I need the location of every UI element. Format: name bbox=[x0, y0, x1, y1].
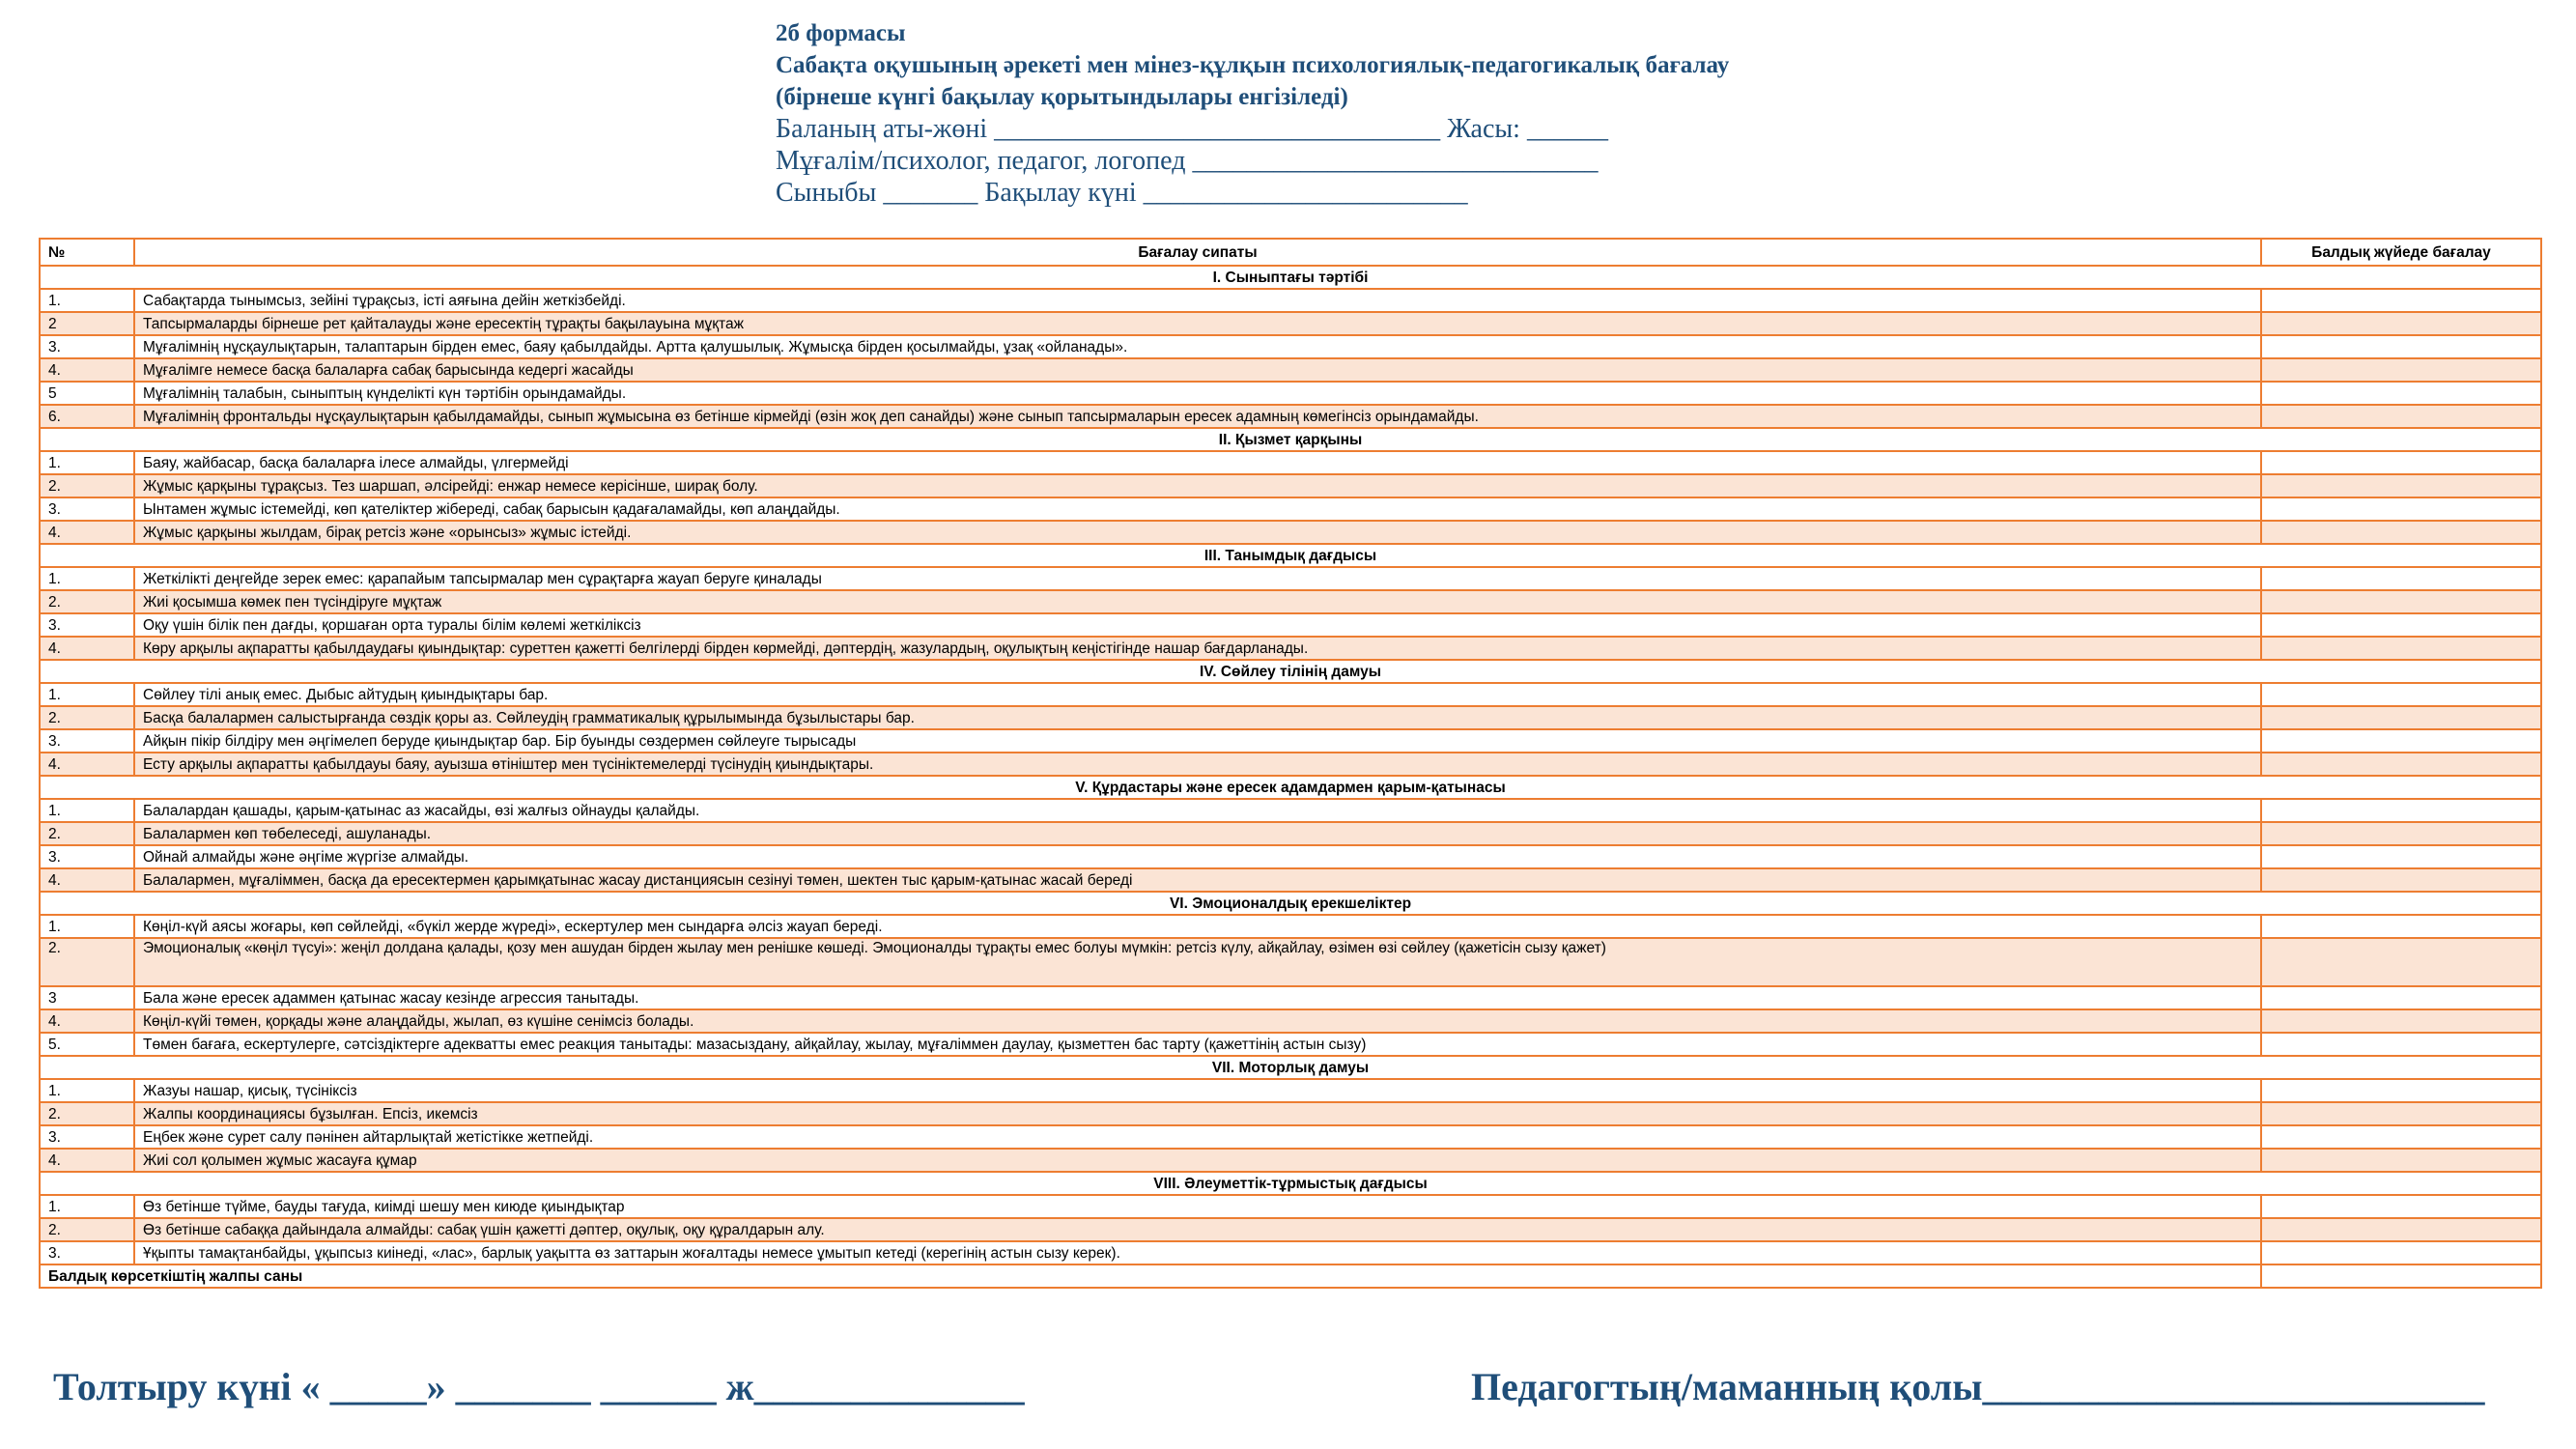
score-cell[interactable] bbox=[2261, 915, 2541, 938]
row-number: 4. bbox=[40, 1009, 134, 1033]
row-number: 2 bbox=[40, 312, 134, 335]
score-cell[interactable] bbox=[2261, 868, 2541, 892]
row-number: 5. bbox=[40, 1033, 134, 1056]
table-row bbox=[40, 915, 2541, 938]
row-criterion: Ойнай алмайды және әңгіме жүргізе алмайды. bbox=[134, 845, 2261, 868]
score-cell[interactable] bbox=[2261, 497, 2541, 521]
form-header bbox=[776, 17, 1935, 209]
section-header-row bbox=[40, 660, 2541, 683]
row-criterion: Баяу, жайбасар, басқа балаларға ілесе алмайды, үлгермейді bbox=[134, 451, 2261, 474]
total-score-cell[interactable] bbox=[2261, 1264, 2541, 1288]
teacher-line[interactable]: Мұғалім/психолог, педагог, логопед ______________________________ bbox=[776, 146, 1599, 176]
row-criterion: Мұғалімнің талабын, сыныптың күнделікті күн тәртібін орындамайды. bbox=[134, 382, 2261, 405]
row-criterion: Жұмыс қарқыны тұрақсыз. Тез шаршап, әлсірейді: енжар немесе керісінше, ширақ болу. bbox=[134, 474, 2261, 497]
row-criterion: Жазуы нашар, қисық, түсініксіз bbox=[134, 1079, 2261, 1102]
table-row bbox=[40, 729, 2541, 753]
table-row bbox=[40, 312, 2541, 335]
row-number: 1. bbox=[40, 683, 134, 706]
row-number: 1. bbox=[40, 1079, 134, 1102]
score-cell[interactable] bbox=[2261, 753, 2541, 776]
score-cell[interactable] bbox=[2261, 335, 2541, 358]
total-label: Балдық көрсеткіштің жалпы саны bbox=[40, 1264, 2261, 1288]
row-criterion: Еңбек және сурет салу пәнінен айтарлықтай жетістікке жетпейді. bbox=[134, 1125, 2261, 1149]
table-row bbox=[40, 1218, 2541, 1241]
score-cell[interactable] bbox=[2261, 1102, 2541, 1125]
assessment-table bbox=[39, 238, 2542, 1289]
section-title: III. Танымдық дағдысы bbox=[40, 544, 2541, 567]
score-cell[interactable] bbox=[2261, 289, 2541, 312]
score-cell[interactable] bbox=[2261, 845, 2541, 868]
row-criterion: Көңіл-күй аясы жоғары, көп сөйлейді, «бүкіл жерде жүреді», ескертулер мен сындарға әлсіз жауап береді. bbox=[134, 915, 2261, 938]
score-cell[interactable] bbox=[2261, 1149, 2541, 1172]
table-row bbox=[40, 753, 2541, 776]
row-number: 3. bbox=[40, 845, 134, 868]
section-title: V. Құрдастары және ересек адамдармен қарым-қатынасы bbox=[40, 776, 2541, 799]
class-date-line[interactable]: Сыныбы _______ Бақылау күні ________________________ bbox=[776, 178, 1468, 208]
score-cell[interactable] bbox=[2261, 1218, 2541, 1241]
section-header-row bbox=[40, 1056, 2541, 1079]
score-cell[interactable] bbox=[2261, 938, 2541, 986]
row-criterion: Тапсырмаларды бірнеше рет қайталауды және ересектің тұрақты бақылауына мұқтаж bbox=[134, 312, 2261, 335]
section-header-row bbox=[40, 1172, 2541, 1195]
table-row bbox=[40, 706, 2541, 729]
section-header-row bbox=[40, 428, 2541, 451]
section-header-row bbox=[40, 544, 2541, 567]
score-cell[interactable] bbox=[2261, 986, 2541, 1009]
row-criterion: Жұмыс қарқыны жылдам, бірақ ретсіз және «орынсыз» жұмыс істейді. bbox=[134, 521, 2261, 544]
row-number: 3. bbox=[40, 613, 134, 637]
table-row bbox=[40, 474, 2541, 497]
section-title: VII. Моторлық дамуы bbox=[40, 1056, 2541, 1079]
table-row bbox=[40, 289, 2541, 312]
table-row bbox=[40, 405, 2541, 428]
score-cell[interactable] bbox=[2261, 1033, 2541, 1056]
row-criterion: Төмен бағаға, ескертулерге, сәтсіздіктерге адекватты емес реакция танытады: мазасыздану, айқайлау, жылау, мұғаліммен даулау, қызметтен бас тарту (қажеттінің астын сызу) bbox=[134, 1033, 2261, 1056]
score-cell[interactable] bbox=[2261, 382, 2541, 405]
score-cell[interactable] bbox=[2261, 567, 2541, 590]
score-cell[interactable] bbox=[2261, 405, 2541, 428]
score-cell[interactable] bbox=[2261, 590, 2541, 613]
table-row bbox=[40, 521, 2541, 544]
table-row bbox=[40, 1125, 2541, 1149]
row-number: 4. bbox=[40, 358, 134, 382]
score-cell[interactable] bbox=[2261, 637, 2541, 660]
score-cell[interactable] bbox=[2261, 312, 2541, 335]
score-cell[interactable] bbox=[2261, 1009, 2541, 1033]
row-criterion: Ұқыпты тамақтанбайды, ұқыпсыз киінеді, «лас», барлық уақытта өз заттарын жоғалтады немесе ұмытып кетеді (керегінің астын сызу керек). bbox=[134, 1241, 2261, 1264]
column-header-criterion: Бағалау сипаты bbox=[134, 239, 2261, 266]
row-criterion: Өз бетінше сабаққа дайындала алмайды: сабақ үшін қажетті дәптер, оқулық, оқу құралдарын алу. bbox=[134, 1218, 2261, 1241]
table-row bbox=[40, 637, 2541, 660]
row-criterion: Оқу үшін білік пен дағды, қоршаған орта туралы білім көлемі жеткіліксіз bbox=[134, 613, 2261, 637]
row-criterion: Жеткілікті деңгейде зерек емес: қарапайым тапсырмалар мен сұрақтарға жауап беруге қиналады bbox=[134, 567, 2261, 590]
row-number: 3. bbox=[40, 1125, 134, 1149]
row-number: 3. bbox=[40, 497, 134, 521]
table-row bbox=[40, 986, 2541, 1009]
row-criterion: Ынтамен жұмыс істемейді, көп қателіктер жібереді, сабақ барысын қадағаламайды, көп алаңдайды. bbox=[134, 497, 2261, 521]
score-cell[interactable] bbox=[2261, 683, 2541, 706]
table-row bbox=[40, 567, 2541, 590]
row-criterion: Сабақтарда тынымсыз, зейіні тұрақсыз, істі аяғына дейін жеткізбейді. bbox=[134, 289, 2261, 312]
table-row bbox=[40, 822, 2541, 845]
row-number: 2. bbox=[40, 474, 134, 497]
row-number: 2. bbox=[40, 822, 134, 845]
child-name-line[interactable]: Баланың аты-жөні _________________________________ Жасы: ______ bbox=[776, 114, 1608, 144]
row-criterion: Жалпы координациясы бұзылған. Епсіз, икемсіз bbox=[134, 1102, 2261, 1125]
row-criterion: Көру арқылы ақпаратты қабылдаудағы қиындықтар: суреттен қажетті белгілерді бірден көрмейді, дәптердің, жазулардың, оқулықтың кеңістігінде нашар бағдарланады. bbox=[134, 637, 2261, 660]
row-number: 3. bbox=[40, 335, 134, 358]
section-header-row bbox=[40, 892, 2541, 915]
row-number: 3. bbox=[40, 729, 134, 753]
column-header-number: № bbox=[40, 239, 134, 266]
row-number: 1. bbox=[40, 289, 134, 312]
table-row bbox=[40, 799, 2541, 822]
row-criterion: Өз бетінше түйме, бауды тағуда, киімді шешу мен киюде қиындықтар bbox=[134, 1195, 2261, 1218]
row-criterion: Балалармен көп төбелеседі, ашуланады. bbox=[134, 822, 2261, 845]
table-row bbox=[40, 590, 2541, 613]
row-number: 2. bbox=[40, 590, 134, 613]
row-number: 2. bbox=[40, 1218, 134, 1241]
row-criterion: Мұғалімнің фронтальды нұсқаулықтарын қабылдамайды, сынып жұмысына өз бетінше кірмейді (өзін жоқ деп санайды) және сынып тапсырмаларын ересек адамның көмегінсіз орындамайды. bbox=[134, 405, 2261, 428]
table-body bbox=[40, 266, 2541, 1288]
row-number: 4. bbox=[40, 868, 134, 892]
table-row bbox=[40, 845, 2541, 868]
row-criterion: Айқын пікір білдіру мен әңгімелеп беруде қиындықтар бар. Бір буынды сөздермен сөйлеуге тырысады bbox=[134, 729, 2261, 753]
table-row bbox=[40, 1195, 2541, 1218]
row-criterion: Жиі қосымша көмек пен түсіндіруге мұқтаж bbox=[134, 590, 2261, 613]
row-number: 5 bbox=[40, 382, 134, 405]
table-row bbox=[40, 1033, 2541, 1056]
score-cell[interactable] bbox=[2261, 1195, 2541, 1218]
row-number: 4. bbox=[40, 521, 134, 544]
row-criterion: Басқа балалармен салыстырғанда сөздік қоры аз. Сөйлеудің грамматикалық құрылымында бұзылыстары бар. bbox=[134, 706, 2261, 729]
row-criterion: Көңіл-күйі төмен, қорқады және алаңдайды, жылап, өз күшіне сенімсіз болады. bbox=[134, 1009, 2261, 1033]
row-number: 1. bbox=[40, 1195, 134, 1218]
form-subtitle: (бірнеше күнгі бақылау қорытындылары енгізіледі) bbox=[776, 84, 1348, 110]
total-row bbox=[40, 1264, 2541, 1288]
score-cell[interactable] bbox=[2261, 706, 2541, 729]
table-row bbox=[40, 382, 2541, 405]
table-row bbox=[40, 938, 2541, 986]
table-row bbox=[40, 358, 2541, 382]
row-criterion: Сөйлеу тілі анық емес. Дыбыс айтудың қиындықтары бар. bbox=[134, 683, 2261, 706]
signature-line[interactable]: Педагогтың/маманның қолы__________________________ bbox=[1471, 1365, 2485, 1408]
section-header-row bbox=[40, 776, 2541, 799]
score-cell[interactable] bbox=[2261, 822, 2541, 845]
row-criterion: Бала және ересек адаммен қатынас жасау кезінде агрессия танытады. bbox=[134, 986, 2261, 1009]
column-header-score: Балдық жүйеде бағалау bbox=[2261, 239, 2541, 266]
form-title: Сабақта оқушының әрекеті мен мінез-құлқын психологиялық-педагогикалық бағалау bbox=[776, 52, 1730, 78]
row-criterion: Балалардан қашады, қарым-қатынас аз жасайды, өзі жалғыз ойнауды қалайды. bbox=[134, 799, 2261, 822]
table-row bbox=[40, 868, 2541, 892]
section-title: IV. Сөйлеу тілінің дамуы bbox=[40, 660, 2541, 683]
table-row bbox=[40, 613, 2541, 637]
fill-date-line[interactable]: Толтыру күні « _____» _______ ______ ж______________ bbox=[53, 1365, 1025, 1408]
row-number: 1. bbox=[40, 915, 134, 938]
row-number: 4. bbox=[40, 637, 134, 660]
score-cell[interactable] bbox=[2261, 729, 2541, 753]
row-number: 2. bbox=[40, 706, 134, 729]
table-row bbox=[40, 1102, 2541, 1125]
score-cell[interactable] bbox=[2261, 613, 2541, 637]
table-row bbox=[40, 1149, 2541, 1172]
score-cell[interactable] bbox=[2261, 1241, 2541, 1264]
row-number: 6. bbox=[40, 405, 134, 428]
table-row bbox=[40, 683, 2541, 706]
score-cell[interactable] bbox=[2261, 1079, 2541, 1102]
row-number: 2. bbox=[40, 938, 134, 986]
table-row bbox=[40, 1079, 2541, 1102]
table-row bbox=[40, 335, 2541, 358]
table-row bbox=[40, 451, 2541, 474]
row-criterion: Балалармен, мұғаліммен, басқа да ересектермен қарымқатынас жасау дистанциясын сезінуі төмен, шектен тыс қарым-қатынас жасай береді bbox=[134, 868, 2261, 892]
row-number: 1. bbox=[40, 567, 134, 590]
table-row bbox=[40, 1241, 2541, 1264]
score-cell[interactable] bbox=[2261, 799, 2541, 822]
row-number: 4. bbox=[40, 1149, 134, 1172]
score-cell[interactable] bbox=[2261, 521, 2541, 544]
section-title: II. Қызмет қарқыны bbox=[40, 428, 2541, 451]
score-cell[interactable] bbox=[2261, 474, 2541, 497]
row-number: 4. bbox=[40, 753, 134, 776]
row-number: 1. bbox=[40, 799, 134, 822]
row-criterion: Эмоционалық «көңіл түсуі»: жеңіл долдана қалады, қозу мен ашудан бірден жылау мен ренішке көшеді. Эмоционалды тұрақты емес болуы мүмкін: ретсіз күлу, айқайлау, өзімен өзі сөйлеу (қажетісін сызу қажет) bbox=[134, 938, 2261, 986]
table-row bbox=[40, 497, 2541, 521]
row-number: 3 bbox=[40, 986, 134, 1009]
section-title: I. Сыныптағы тәртібі bbox=[40, 266, 2541, 289]
score-cell[interactable] bbox=[2261, 1125, 2541, 1149]
row-criterion: Жиі сол қолымен жұмыс жасауға құмар bbox=[134, 1149, 2261, 1172]
row-number: 2. bbox=[40, 1102, 134, 1125]
row-criterion: Есту арқылы ақпаратты қабылдауы баяу, ауызша өтініштер мен түсініктемелерді түсінудің қиындықтары. bbox=[134, 753, 2261, 776]
row-criterion: Мұғалімнің нұсқаулықтарын, талаптарын бірден емес, баяу қабылдайды. Артта қалушылық. Жұмысқа бірден қосылмайды, ұзақ «ойланады». bbox=[134, 335, 2261, 358]
score-cell[interactable] bbox=[2261, 451, 2541, 474]
row-number: 3. bbox=[40, 1241, 134, 1264]
table-row bbox=[40, 1009, 2541, 1033]
row-criterion: Мұғалімге немесе басқа балаларға сабақ барысында кедергі жасайды bbox=[134, 358, 2261, 382]
section-header-row bbox=[40, 266, 2541, 289]
row-number: 1. bbox=[40, 451, 134, 474]
score-cell[interactable] bbox=[2261, 358, 2541, 382]
section-title: VIII. Әлеуметтік-тұрмыстық дағдысы bbox=[40, 1172, 2541, 1195]
form-label: 2б формасы bbox=[776, 20, 906, 46]
section-title: VI. Эмоционалдық ерекшеліктер bbox=[40, 892, 2541, 915]
